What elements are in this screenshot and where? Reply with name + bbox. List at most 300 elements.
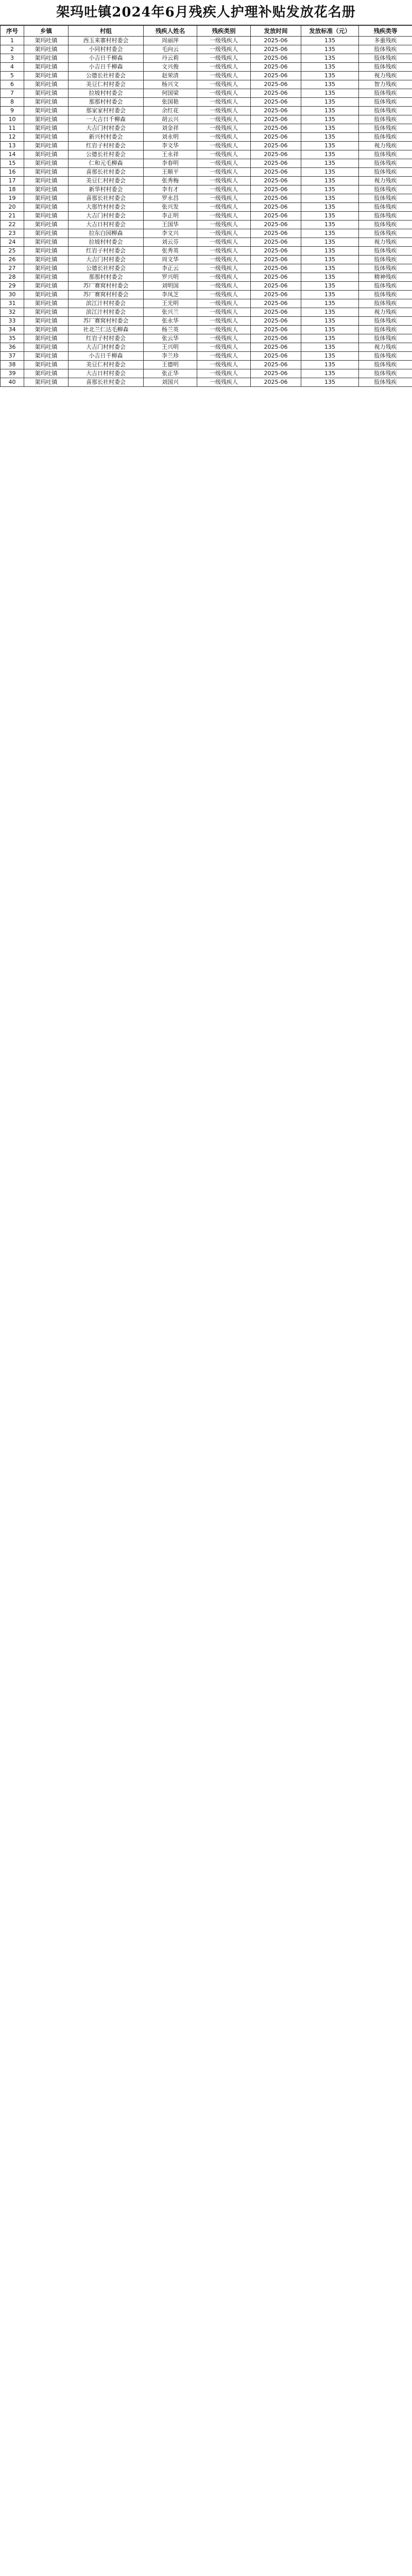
township-cell: 架玛吐镇 bbox=[24, 115, 68, 124]
disability-type-cell: 视力残疾 bbox=[359, 177, 412, 185]
row-number: 8 bbox=[1, 98, 24, 107]
table-row bbox=[1, 124, 412, 133]
table-row bbox=[1, 177, 412, 185]
person-name-cell: 周文华 bbox=[144, 256, 197, 264]
payment-amount-cell: 135 bbox=[301, 308, 359, 317]
township-cell: 架玛吐镇 bbox=[24, 133, 68, 142]
disability-level-cell: 一级残疾人 bbox=[197, 238, 251, 247]
village-cell: 美豆仁村村委会 bbox=[68, 177, 144, 185]
row-number: 11 bbox=[1, 124, 24, 133]
table-row bbox=[1, 98, 412, 107]
disability-type-cell: 肢体残疾 bbox=[359, 352, 412, 361]
payment-amount-cell: 135 bbox=[301, 80, 359, 89]
roster-table bbox=[0, 25, 412, 387]
person-name-cell: 罗永昌 bbox=[144, 194, 197, 203]
table-row bbox=[1, 282, 412, 291]
payment-amount-cell: 135 bbox=[301, 185, 359, 194]
village-cell: 苏厂赛窝村村委会 bbox=[68, 291, 144, 299]
payment-date-cell: 2025-06 bbox=[251, 89, 301, 98]
township-cell: 架玛吐镇 bbox=[24, 150, 68, 159]
payment-date-cell: 2025-06 bbox=[251, 150, 301, 159]
payment-amount-cell: 135 bbox=[301, 194, 359, 203]
payment-date-cell: 2025-06 bbox=[251, 273, 301, 282]
disability-level-cell: 一级残疾人 bbox=[197, 229, 251, 238]
disability-level-cell: 一级残疾人 bbox=[197, 203, 251, 212]
village-cell: 公德长社村委会 bbox=[68, 150, 144, 159]
person-name-cell: 张永华 bbox=[144, 317, 197, 326]
township-cell: 架玛吐镇 bbox=[24, 221, 68, 229]
disability-level-cell: 一级残疾人 bbox=[197, 89, 251, 98]
village-cell: 苏厂赛窝村村委会 bbox=[68, 282, 144, 291]
table-row bbox=[1, 256, 412, 264]
person-name-cell: 丹云莉 bbox=[144, 54, 197, 63]
person-name-cell: 张云华 bbox=[144, 334, 197, 343]
payment-amount-cell: 135 bbox=[301, 369, 359, 378]
disability-level-cell: 一级残疾人 bbox=[197, 185, 251, 194]
payment-amount-cell: 135 bbox=[301, 54, 359, 63]
township-cell: 架玛吐镇 bbox=[24, 343, 68, 352]
payment-amount-cell: 135 bbox=[301, 273, 359, 282]
table-header-row bbox=[1, 26, 412, 37]
village-cell: 那那村村委会 bbox=[68, 98, 144, 107]
disability-level-cell: 一级残疾人 bbox=[197, 98, 251, 107]
disability-type-cell: 肢体残疾 bbox=[359, 247, 412, 256]
village-cell: 西玉来寨村村委会 bbox=[68, 37, 144, 45]
person-name-cell: 毛向云 bbox=[144, 45, 197, 54]
village-cell: 一大吉日千柳森 bbox=[68, 115, 144, 124]
person-name-cell: 张兴发 bbox=[144, 203, 197, 212]
row-number: 6 bbox=[1, 80, 24, 89]
disability-type-cell: 肢体残疾 bbox=[359, 159, 412, 168]
disability-type-cell: 肢体残疾 bbox=[359, 264, 412, 273]
row-number: 26 bbox=[1, 256, 24, 264]
disability-level-cell: 一级残疾人 bbox=[197, 212, 251, 221]
person-name-cell: 张秀梅 bbox=[144, 177, 197, 185]
payment-date-cell: 2025-06 bbox=[251, 326, 301, 334]
payment-amount-cell: 135 bbox=[301, 352, 359, 361]
disability-type-cell: 肢体残疾 bbox=[359, 326, 412, 334]
payment-date-cell: 2025-06 bbox=[251, 343, 301, 352]
village-cell: 小吉日千柳森 bbox=[68, 54, 144, 63]
disability-type-cell: 肢体残疾 bbox=[359, 185, 412, 194]
table-row bbox=[1, 343, 412, 352]
village-cell: 大吉门村村委会 bbox=[68, 212, 144, 221]
payment-date-cell: 2025-06 bbox=[251, 54, 301, 63]
disability-type-cell: 视力残疾 bbox=[359, 238, 412, 247]
township-cell: 架玛吐镇 bbox=[24, 159, 68, 168]
payment-date-cell: 2025-06 bbox=[251, 212, 301, 221]
payment-date-cell: 2025-06 bbox=[251, 229, 301, 238]
village-cell: 滨江汁村村委会 bbox=[68, 299, 144, 308]
disability-level-cell: 一级残疾人 bbox=[197, 115, 251, 124]
village-cell: 大那竹村村委会 bbox=[68, 203, 144, 212]
row-number: 13 bbox=[1, 142, 24, 150]
township-cell: 架玛吐镇 bbox=[24, 107, 68, 115]
village-cell: 大吉日村村委会 bbox=[68, 369, 144, 378]
person-name-cell: 赵荣清 bbox=[144, 72, 197, 80]
row-number: 12 bbox=[1, 133, 24, 142]
payment-amount-cell: 135 bbox=[301, 212, 359, 221]
table-row bbox=[1, 115, 412, 124]
row-number: 29 bbox=[1, 282, 24, 291]
township-cell: 架玛吐镇 bbox=[24, 264, 68, 273]
payment-amount-cell: 135 bbox=[301, 63, 359, 72]
disability-type-cell: 肢体残疾 bbox=[359, 229, 412, 238]
disability-level-cell: 一级残疾人 bbox=[197, 343, 251, 352]
disability-level-cell: 一级残疾人 bbox=[197, 80, 251, 89]
disability-level-cell: 一级残疾人 bbox=[197, 159, 251, 168]
township-cell: 架玛吐镇 bbox=[24, 54, 68, 63]
township-cell: 架玛吐镇 bbox=[24, 282, 68, 291]
disability-level-cell: 一级残疾人 bbox=[197, 291, 251, 299]
township-cell: 架玛吐镇 bbox=[24, 177, 68, 185]
disability-type-cell: 肢体残疾 bbox=[359, 124, 412, 133]
table-row bbox=[1, 168, 412, 177]
person-name-cell: 刘金祥 bbox=[144, 124, 197, 133]
township-cell: 架玛吐镇 bbox=[24, 334, 68, 343]
disability-level-cell: 一级残疾人 bbox=[197, 168, 251, 177]
person-name-cell: 李文兴 bbox=[144, 229, 197, 238]
disability-type-cell: 肢体残疾 bbox=[359, 150, 412, 159]
payment-amount-cell: 135 bbox=[301, 361, 359, 369]
disability-level-cell: 一级残疾人 bbox=[197, 308, 251, 317]
township-cell: 架玛吐镇 bbox=[24, 45, 68, 54]
disability-type-cell: 肢体残疾 bbox=[359, 212, 412, 221]
village-cell: 小吉日千柳森 bbox=[68, 63, 144, 72]
disability-type-cell: 肢体残疾 bbox=[359, 378, 412, 387]
payment-date-cell: 2025-06 bbox=[251, 80, 301, 89]
payment-amount-cell: 135 bbox=[301, 72, 359, 80]
person-name-cell: 张秀英 bbox=[144, 247, 197, 256]
person-name-cell: 李文华 bbox=[144, 142, 197, 150]
payment-amount-cell: 135 bbox=[301, 334, 359, 343]
township-cell: 架玛吐镇 bbox=[24, 80, 68, 89]
table-row bbox=[1, 45, 412, 54]
row-number: 5 bbox=[1, 72, 24, 80]
village-cell: 拉坡村村委会 bbox=[68, 238, 144, 247]
township-cell: 架玛吐镇 bbox=[24, 194, 68, 203]
disability-type-cell: 肢体残疾 bbox=[359, 369, 412, 378]
township-cell: 架玛吐镇 bbox=[24, 89, 68, 98]
table-row bbox=[1, 80, 412, 89]
payment-amount-cell: 135 bbox=[301, 343, 359, 352]
disability-level-cell: 一级残疾人 bbox=[197, 150, 251, 159]
person-name-cell: 张国艳 bbox=[144, 98, 197, 107]
disability-level-cell: 一级残疾人 bbox=[197, 369, 251, 378]
row-number: 37 bbox=[1, 352, 24, 361]
payment-amount-cell: 135 bbox=[301, 159, 359, 168]
table-row bbox=[1, 185, 412, 194]
township-cell: 架玛吐镇 bbox=[24, 361, 68, 369]
person-name-cell: 胡云兴 bbox=[144, 115, 197, 124]
row-number: 19 bbox=[1, 194, 24, 203]
row-number: 38 bbox=[1, 361, 24, 369]
table-row bbox=[1, 142, 412, 150]
table-row bbox=[1, 299, 412, 308]
payment-amount-cell: 135 bbox=[301, 256, 359, 264]
payment-date-cell: 2025-06 bbox=[251, 45, 301, 54]
township-cell: 架玛吐镇 bbox=[24, 369, 68, 378]
township-cell: 架玛吐镇 bbox=[24, 203, 68, 212]
village-cell: 小同村村委会 bbox=[68, 45, 144, 54]
disability-level-cell: 一级残疾人 bbox=[197, 299, 251, 308]
village-cell: 公德长社村委会 bbox=[68, 72, 144, 80]
disability-type-cell: 肢体残疾 bbox=[359, 54, 412, 63]
row-number: 21 bbox=[1, 212, 24, 221]
table-row bbox=[1, 150, 412, 159]
person-name-cell: 刘国兴 bbox=[144, 378, 197, 387]
disability-type-cell: 肢体残疾 bbox=[359, 291, 412, 299]
disability-type-cell: 肢体残疾 bbox=[359, 107, 412, 115]
disability-type-cell: 肢体残疾 bbox=[359, 168, 412, 177]
disability-type-cell: 肢体残疾 bbox=[359, 89, 412, 98]
township-cell: 架玛吐镇 bbox=[24, 185, 68, 194]
column-header: 村组 bbox=[68, 26, 144, 37]
row-number: 30 bbox=[1, 291, 24, 299]
column-header: 残疾类别 bbox=[197, 26, 251, 37]
table-row bbox=[1, 37, 412, 45]
person-name-cell: 张兴兰 bbox=[144, 308, 197, 317]
payment-date-cell: 2025-06 bbox=[251, 282, 301, 291]
township-cell: 架玛吐镇 bbox=[24, 238, 68, 247]
row-number: 16 bbox=[1, 168, 24, 177]
disability-type-cell: 肢体残疾 bbox=[359, 203, 412, 212]
person-name-cell: 周丽萍 bbox=[144, 37, 197, 45]
payment-amount-cell: 135 bbox=[301, 98, 359, 107]
row-number: 7 bbox=[1, 89, 24, 98]
disability-level-cell: 一级残疾人 bbox=[197, 221, 251, 229]
person-name-cell: 王国华 bbox=[144, 221, 197, 229]
disability-level-cell: 一级残疾人 bbox=[197, 378, 251, 387]
payment-amount-cell: 135 bbox=[301, 89, 359, 98]
township-cell: 架玛吐镇 bbox=[24, 378, 68, 387]
disability-level-cell: 一级残疾人 bbox=[197, 142, 251, 150]
payment-amount-cell: 135 bbox=[301, 115, 359, 124]
payment-date-cell: 2025-06 bbox=[251, 185, 301, 194]
payment-date-cell: 2025-06 bbox=[251, 352, 301, 361]
payment-date-cell: 2025-06 bbox=[251, 115, 301, 124]
row-number: 24 bbox=[1, 238, 24, 247]
village-cell: 美豆仁村村委会 bbox=[68, 361, 144, 369]
payment-amount-cell: 135 bbox=[301, 247, 359, 256]
disability-type-cell: 肢体残疾 bbox=[359, 282, 412, 291]
person-name-cell: 王永祥 bbox=[144, 150, 197, 159]
village-cell: 喜那长社村委会 bbox=[68, 378, 144, 387]
row-number: 17 bbox=[1, 177, 24, 185]
payment-amount-cell: 135 bbox=[301, 133, 359, 142]
disability-level-cell: 一级残疾人 bbox=[197, 317, 251, 326]
township-cell: 架玛吐镇 bbox=[24, 142, 68, 150]
disability-level-cell: 一级残疾人 bbox=[197, 334, 251, 343]
person-name-cell: 王兴明 bbox=[144, 343, 197, 352]
disability-type-cell: 肢体残疾 bbox=[359, 334, 412, 343]
disability-level-cell: 一级残疾人 bbox=[197, 326, 251, 334]
disability-type-cell: 肢体残疾 bbox=[359, 221, 412, 229]
payment-amount-cell: 135 bbox=[301, 177, 359, 185]
township-cell: 架玛吐镇 bbox=[24, 168, 68, 177]
payment-date-cell: 2025-06 bbox=[251, 308, 301, 317]
row-number: 23 bbox=[1, 229, 24, 238]
disability-level-cell: 一级残疾人 bbox=[197, 45, 251, 54]
table-row bbox=[1, 54, 412, 63]
payment-date-cell: 2025-06 bbox=[251, 221, 301, 229]
row-number: 35 bbox=[1, 334, 24, 343]
disability-type-cell: 智力残疾 bbox=[359, 80, 412, 89]
payment-date-cell: 2025-06 bbox=[251, 72, 301, 80]
table-row bbox=[1, 212, 412, 221]
payment-date-cell: 2025-06 bbox=[251, 334, 301, 343]
person-name-cell: 王光明 bbox=[144, 299, 197, 308]
document-title: 架玛吐镇2024年6月残疾人护理补贴发放花名册 bbox=[0, 0, 412, 25]
table-row bbox=[1, 361, 412, 369]
table-row bbox=[1, 159, 412, 168]
disability-level-cell: 一级残疾人 bbox=[197, 72, 251, 80]
payment-amount-cell: 135 bbox=[301, 37, 359, 45]
payment-date-cell: 2025-06 bbox=[251, 177, 301, 185]
person-name-cell: 李凤芝 bbox=[144, 291, 197, 299]
township-cell: 架玛吐镇 bbox=[24, 63, 68, 72]
column-header: 序号 bbox=[1, 26, 24, 37]
payment-amount-cell: 135 bbox=[301, 317, 359, 326]
payment-amount-cell: 135 bbox=[301, 107, 359, 115]
row-number: 36 bbox=[1, 343, 24, 352]
row-number: 4 bbox=[1, 63, 24, 72]
table-row bbox=[1, 308, 412, 317]
village-cell: 滨江汁村村委会 bbox=[68, 308, 144, 317]
village-cell: 小吉日千柳森 bbox=[68, 352, 144, 361]
payment-amount-cell: 135 bbox=[301, 150, 359, 159]
disability-type-cell: 精神残疾 bbox=[359, 273, 412, 282]
payment-date-cell: 2025-06 bbox=[251, 194, 301, 203]
person-name-cell: 李正明 bbox=[144, 212, 197, 221]
person-name-cell: 刘明国 bbox=[144, 282, 197, 291]
column-header: 发放时间 bbox=[251, 26, 301, 37]
payment-amount-cell: 135 bbox=[301, 124, 359, 133]
person-name-cell: 李春明 bbox=[144, 159, 197, 168]
village-cell: 大吉门村村委会 bbox=[68, 124, 144, 133]
payment-date-cell: 2025-06 bbox=[251, 124, 301, 133]
payment-amount-cell: 135 bbox=[301, 142, 359, 150]
disability-level-cell: 一级残疾人 bbox=[197, 282, 251, 291]
row-number: 39 bbox=[1, 369, 24, 378]
table-row bbox=[1, 72, 412, 80]
village-cell: 新兴村村委会 bbox=[68, 133, 144, 142]
disability-level-cell: 一级残疾人 bbox=[197, 63, 251, 72]
person-name-cell: 张正华 bbox=[144, 369, 197, 378]
column-header: 发放标准（元） bbox=[301, 26, 359, 37]
township-cell: 架玛吐镇 bbox=[24, 326, 68, 334]
payment-date-cell: 2025-06 bbox=[251, 168, 301, 177]
payment-date-cell: 2025-06 bbox=[251, 63, 301, 72]
person-name-cell: 余红花 bbox=[144, 107, 197, 115]
column-header: 残疾人姓名 bbox=[144, 26, 197, 37]
village-cell: 拉坡村村委会 bbox=[68, 89, 144, 98]
village-cell: 新华村村委会 bbox=[68, 185, 144, 194]
person-name-cell: 文兴俊 bbox=[144, 63, 197, 72]
village-cell: 红岩子村村委会 bbox=[68, 247, 144, 256]
payment-amount-cell: 135 bbox=[301, 168, 359, 177]
township-cell: 架玛吐镇 bbox=[24, 212, 68, 221]
village-cell: 那家家村村委会 bbox=[68, 107, 144, 115]
payment-date-cell: 2025-06 bbox=[251, 369, 301, 378]
disability-type-cell: 肢体残疾 bbox=[359, 361, 412, 369]
row-number: 10 bbox=[1, 115, 24, 124]
village-cell: 大吉门村村委会 bbox=[68, 343, 144, 352]
row-number: 1 bbox=[1, 37, 24, 45]
person-name-cell: 杨兴文 bbox=[144, 80, 197, 89]
village-cell: 大吉门村村委会 bbox=[68, 256, 144, 264]
village-cell: 仁和元毛柳森 bbox=[68, 159, 144, 168]
row-number: 31 bbox=[1, 299, 24, 308]
disability-type-cell: 肢体残疾 bbox=[359, 299, 412, 308]
disability-type-cell: 视力残疾 bbox=[359, 308, 412, 317]
person-name-cell: 王德明 bbox=[144, 361, 197, 369]
table-row bbox=[1, 194, 412, 203]
village-cell: 红岩子村村委会 bbox=[68, 142, 144, 150]
payment-date-cell: 2025-06 bbox=[251, 264, 301, 273]
person-name-cell: 刘云芬 bbox=[144, 238, 197, 247]
row-number: 25 bbox=[1, 247, 24, 256]
disability-type-cell: 视力残疾 bbox=[359, 343, 412, 352]
payment-amount-cell: 135 bbox=[301, 378, 359, 387]
row-number: 28 bbox=[1, 273, 24, 282]
disability-level-cell: 一级残疾人 bbox=[197, 247, 251, 256]
payment-date-cell: 2025-06 bbox=[251, 142, 301, 150]
disability-type-cell: 视力残疾 bbox=[359, 142, 412, 150]
row-number: 33 bbox=[1, 317, 24, 326]
payment-amount-cell: 135 bbox=[301, 229, 359, 238]
person-name-cell: 李正云 bbox=[144, 264, 197, 273]
township-cell: 架玛吐镇 bbox=[24, 317, 68, 326]
village-cell: 那那村村委会 bbox=[68, 273, 144, 282]
row-number: 18 bbox=[1, 185, 24, 194]
township-cell: 架玛吐镇 bbox=[24, 291, 68, 299]
township-cell: 架玛吐镇 bbox=[24, 98, 68, 107]
table-row bbox=[1, 378, 412, 387]
table-row bbox=[1, 203, 412, 212]
table-row bbox=[1, 273, 412, 282]
table-row bbox=[1, 107, 412, 115]
table-row bbox=[1, 238, 412, 247]
person-name-cell: 李兰珍 bbox=[144, 352, 197, 361]
village-cell: 公德长社村委会 bbox=[68, 264, 144, 273]
disability-level-cell: 一级残疾人 bbox=[197, 124, 251, 133]
column-header: 残疾类等 bbox=[359, 26, 412, 37]
payment-amount-cell: 135 bbox=[301, 299, 359, 308]
township-cell: 架玛吐镇 bbox=[24, 256, 68, 264]
disability-type-cell: 多重残疾 bbox=[359, 37, 412, 45]
payment-amount-cell: 135 bbox=[301, 282, 359, 291]
row-number: 40 bbox=[1, 378, 24, 387]
person-name-cell: 王顺平 bbox=[144, 168, 197, 177]
payment-date-cell: 2025-06 bbox=[251, 247, 301, 256]
village-cell: 社北兰仁达毛柳森 bbox=[68, 326, 144, 334]
village-cell: 苏厂赛窝村村委会 bbox=[68, 317, 144, 326]
person-name-cell: 杨兰英 bbox=[144, 326, 197, 334]
disability-level-cell: 一级残疾人 bbox=[197, 264, 251, 273]
payment-amount-cell: 135 bbox=[301, 264, 359, 273]
disability-level-cell: 一级残疾人 bbox=[197, 352, 251, 361]
township-cell: 架玛吐镇 bbox=[24, 124, 68, 133]
row-number: 9 bbox=[1, 107, 24, 115]
table-row bbox=[1, 317, 412, 326]
person-name-cell: 罗兴明 bbox=[144, 273, 197, 282]
disability-level-cell: 一级残疾人 bbox=[197, 37, 251, 45]
table-row bbox=[1, 334, 412, 343]
row-number: 27 bbox=[1, 264, 24, 273]
table-row bbox=[1, 89, 412, 98]
disability-level-cell: 一级残疾人 bbox=[197, 133, 251, 142]
